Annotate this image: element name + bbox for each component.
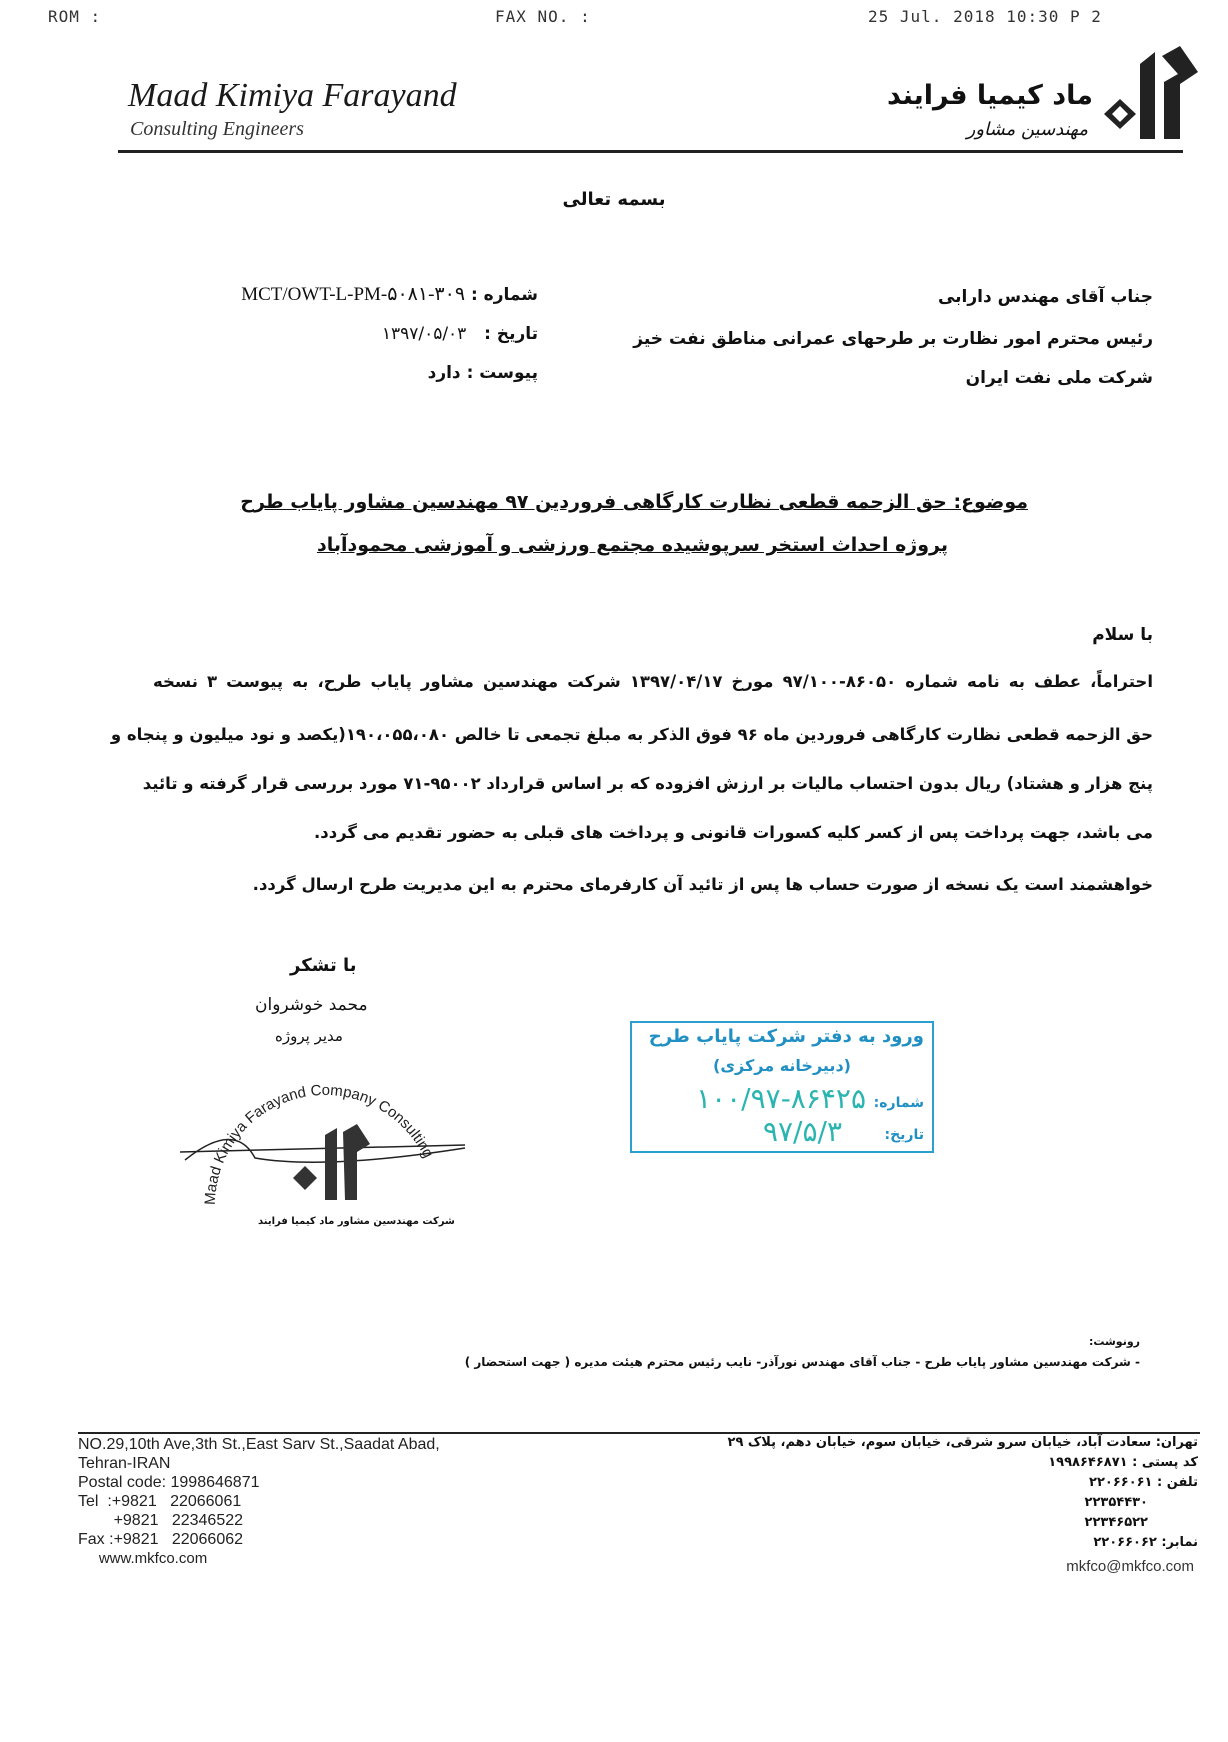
reference-attachment-label: پیوست : (466, 363, 538, 383)
footer-tel2-fa: ۲۲۳۵۴۴۳۰ (1084, 1495, 1148, 1510)
stamp-number-label: شماره: (873, 1095, 924, 1111)
body-line: حق الزحمه قطعی نظارت کارگاهی فروردین ماه ۹۶ فوق الذکر به مبلغ تجمعی تا خالص ۱۹۰،۰۵۵،۰۸۰(یکصد و نود میلیون و پنجاه و (110, 725, 1153, 744)
footer-tel2-en: +9821 22346522 (78, 1512, 244, 1529)
stamp-title: ورود به دفتر شرکت پایاب طرح (648, 1026, 924, 1047)
fax-timestamp: 25 Jul. 2018 10:30 P 2 (868, 7, 1102, 26)
footer-address-en: NO.29,10th Ave,3th St.,East Sarv St.,Saadat Abad, (78, 1436, 440, 1453)
greeting: با سلام (1092, 625, 1153, 645)
footer-website-link[interactable]: www.mkfco.com (78, 1550, 208, 1567)
reference-date-label: تاریخ : (484, 324, 538, 344)
reference-date (382, 325, 538, 345)
stamp-date-handwritten: ۹۷/۵/۳ (762, 1115, 842, 1148)
stamp-subtitle: (دبیرخانه مرکزی) (713, 1056, 851, 1075)
footer-tel-fa: تلفن : ۲۲۰۶۶۰۶۱ (1089, 1475, 1198, 1490)
footer-fax-en: Fax :+9821 22066062 (78, 1531, 244, 1548)
company-logo-icon (1100, 44, 1205, 144)
company-name-persian: ماد کیمیا فرایند (887, 80, 1093, 111)
stamp-date-label: تاریخ: (884, 1127, 924, 1143)
reference-attachment-value: دارد (427, 363, 461, 383)
body-line: می باشد، جهت پرداخت پس از کسر کلیه کسورات قانونی و پرداخت های قبلی به حضور تقدیم می گردد. (313, 823, 1153, 842)
footer-address-fa: تهران: سعادت آباد، خیابان سرو شرقی، خیابان سوم، خیابان دهم، پلاک ۲۹ (727, 1435, 1198, 1450)
reference-number-value: ۳۰۹-MCT/OWT-L-PM-۵۰۸۱ (241, 284, 466, 305)
letterhead-divider (118, 150, 1183, 153)
reference-number (241, 284, 538, 306)
addressee-line: جناب آقای مهندس دارابی (937, 287, 1153, 307)
cc-label: رونوشت: (1088, 1335, 1140, 1348)
footer-tel-en: Tel :+9821 22066061 (78, 1493, 242, 1510)
reference-number-label: شماره : (470, 285, 538, 305)
footer-email-link[interactable]: mkfco@mkfco.com (1066, 1558, 1194, 1575)
seal-persian-text: شرکت مهندسین مشاور ماد کیمیا فرایند (258, 1216, 455, 1227)
reference-attachment (428, 364, 538, 384)
addressee-line: شرکت ملی نفت ایران (965, 368, 1153, 388)
body-line: احتراماً، عطف به نامه شماره ۸۶۰۵۰-۹۷/۱۰۰ مورخ ۱۳۹۷/۰۴/۱۷ شرکت مهندسین مشاور پایاب طرح، به پیوست ۳ نسخه (153, 672, 1153, 691)
company-seal-icon (175, 1060, 475, 1210)
subject-line-2: پروژه احداث استخر سرپوشیده مجتمع ورزشی و آموزشی محمودآباد (316, 534, 948, 556)
fax-from: ROM : (48, 7, 102, 26)
company-name-english: Maad Kimiya Farayand (128, 77, 457, 114)
closing: با تشکر (290, 955, 357, 976)
stamp-number-handwritten: ۱۰۰/۹۷-۸۶۴۲۵ (696, 1082, 866, 1115)
footer-postal-en: Postal code: 1998646871 (78, 1474, 260, 1491)
body-line: خواهشمند است یک نسخه از صورت حساب ها پس از تائید آن کارفرمای محترم به این مدیریت طرح ارسال گردد. (252, 875, 1153, 894)
company-subtitle-english: Consulting Engineers (130, 118, 304, 140)
seal-english-text: Maad Kimiya Farayand Company Consulting (201, 1081, 437, 1206)
footer-fax-fa: نمابر: ۲۲۰۶۶۰۶۲ (1093, 1535, 1198, 1550)
invocation: بسمه تعالی (562, 189, 666, 210)
received-stamp (630, 1021, 934, 1153)
company-subtitle-persian: مهندسین مشاور (966, 119, 1088, 140)
signatory-name: محمد خوشروان (255, 995, 368, 1015)
cc-line: - شرکت مهندسین مشاور پایاب طرح - جناب آقای مهندس نورآذر- نایب رئیس محترم هیئت مدیره ( جهت استحضار ) (464, 1355, 1140, 1369)
reference-date-value: ۱۳۹۷/۰۵/۰۳ (381, 324, 467, 344)
fax-number: FAX NO. : (495, 7, 591, 26)
body-line: پنج هزار و هشتاد) ریال بدون احتساب مالیات بر ارزش افزوده که بر اساس قرارداد ۹۵۰۰۲-۷۱ مورد بررسی قرار گرفته و تائید (142, 774, 1153, 793)
addressee-line: رئیس محترم امور نظارت بر طرحهای عمرانی مناطق نفت خیز (633, 329, 1153, 349)
svg-text:Maad Kimiya Farayand Company C (202, 1082, 437, 1205)
footer-city-en: Tehran-IRAN (78, 1455, 171, 1472)
signatory-title: مدیر پروژه (275, 1027, 343, 1045)
subject-line-1: موضوع: حق الزحمه قطعی نظارت کارگاهی فروردین ۹۷ مهندسین مشاور پایاب طرح (240, 491, 1028, 513)
footer-tel3-fa: ۲۲۳۴۶۵۲۲ (1084, 1515, 1148, 1530)
footer-postal-fa: کد پستی : ۱۹۹۸۶۴۶۸۷۱ (1048, 1455, 1198, 1470)
footer-divider (78, 1432, 1200, 1434)
